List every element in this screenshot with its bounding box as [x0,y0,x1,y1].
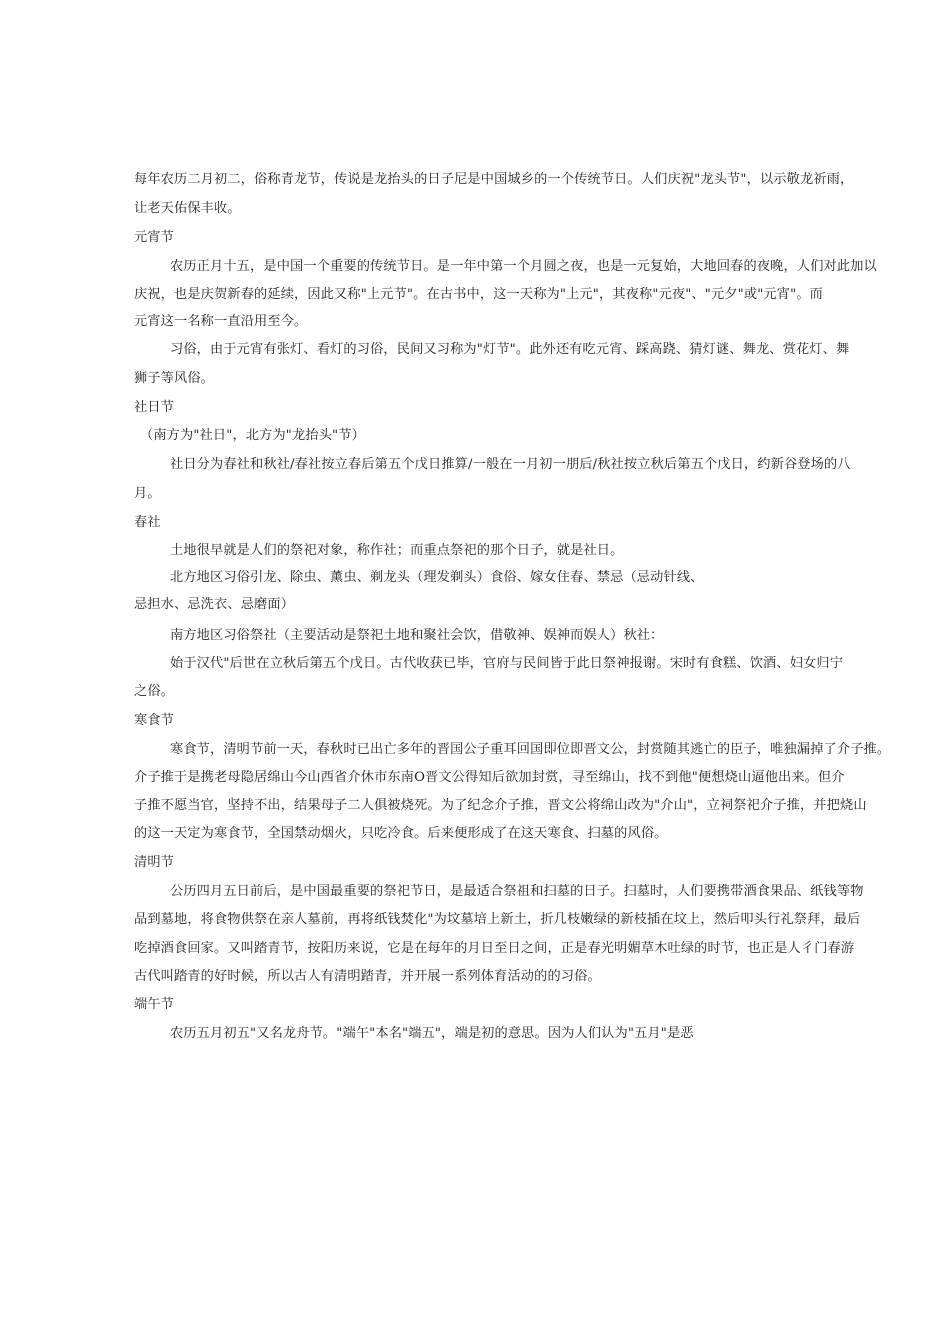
paragraph-line: 古代叫踏青的好时候，所以古人有清明踏青，并开展一系列体育活动的的习俗。 [134,969,601,984]
paragraph-line: 介子推于是携老母隐居绵山今山西省介休市东南O晋文公得知后欲加封赏，寻至绵山，找不到他"便想烧山逼他出来。但介 [134,770,845,785]
section-heading-qingming: 清明节 [134,855,175,870]
paragraph-line: 南方地区习俗祭社（主要活动是祭祀土地和聚社会饮，借敬神、娱神而娱人）秋社： [170,628,664,643]
paragraph-line: （南方为"社日"，北方为"龙抬头"节） [140,428,365,443]
section-heading-chunshe: 春社 [134,515,161,530]
paragraph-line: 寒食节，清明节前一天，春秋时已出亡多年的晋国公子重耳回国即位即晋文公，封赏随其逃亡的臣子，唯独漏掉了介子推。 [170,742,891,757]
paragraph-line: 狮子等风俗。 [134,371,215,386]
section-heading-sheri: 社日节 [134,400,175,415]
paragraph-line: 土地很早就是人们的祭祀对象，称作社；而重点祭祀的那个日子，就是社日。 [170,543,624,558]
paragraph-line: 月。 [134,486,161,501]
paragraph-line: 子推不愿当官，坚持不出，结果母子二人俱被烧死。为了纪念介子推，晋文公将绵山改为"介山"，立祠祭祀介子推，并把烧山 [134,798,867,813]
paragraph-line: 的这一天定为寒食节，全国禁动烟火，只吃冷食。后来便形成了在这天寒食、扫墓的风俗。 [134,826,668,841]
paragraph-line: 品到墓地，将食物供祭在亲人墓前，再将纸钱焚化"为坟墓培上新土，折几枝嫩绿的新枝插在坟上，然后叩头行礼祭拜，最后 [134,912,861,927]
paragraph-line: 始于汉代"后世在立秋后第五个戊日。古代收获已毕，官府与民间皆于此日祭神报谢。宋时有食糕、饮酒、妇女归宁 [170,656,844,671]
section-heading-duanwu: 端午节 [134,997,175,1012]
paragraph-line: 庆祝，也是庆贺新春的延续，因此又称"上元节"。在古书中，这一天称为"上元"，其夜称"元夜"、"元夕"或"元宵"。而 [134,287,824,302]
paragraph-line: 每年农历二月初二，俗称青龙节，传说是龙抬头的日子尼是中国城乡的一个传统节日。人们庆祝"龙头节"，以示敬龙祈雨， [134,172,854,187]
section-heading-hanshi: 寒食节 [134,713,175,728]
paragraph-line: 农历正月十五，是中国一个重要的传统节日。是一年中第一个月圆之夜，也是一元复始，大地回春的夜晚，人们对此加以 [170,259,877,274]
paragraph-line: 让老天佑保丰收。 [134,201,241,216]
paragraph-line: 农历五月初五"又名龙舟节。"端午"本名"端五"，端是初的意思。因为人们认为"五月"是恶 [170,1026,694,1041]
paragraph-line: 之俗。 [134,684,175,699]
paragraph-line: 北方地区习俗引龙、除虫、薰虫、剃龙头（理发剃头）食俗、嫁女住春、禁忌（忌动针线、 [170,570,704,585]
paragraph-line: 社日分为春社和秋社/春社按立春后第五个戊日推算/一般在一月初一朋后/秋社按立秋后第五个戊日，约新谷登场的八 [170,457,851,472]
paragraph-line: 公历四月五日前后，是中国最重要的祭祀节日，是最适合祭祖和扫墓的日子。扫墓时，人们要携带酒食果品、纸钱等物 [170,884,864,899]
paragraph-line: 习俗，由于元宵有张灯、看灯的习俗，民间又习称为"灯节"。此外还有吃元宵、踩高跷、猜灯谜、舞龙、赏花灯、舞 [170,342,850,357]
paragraph-line: 忌担水、忌洗衣、忌磨面） [134,597,295,612]
paragraph-line: 吃掉酒食回家。又叫踏青节，按阳历来说，它是在每年的月日至日之间，正是春光明媚草木吐绿的时节，也正是人彳门春游 [134,941,855,956]
section-heading-yuanxiao: 元宵节 [134,230,175,245]
paragraph-line: 元宵这一名称一直沿用至今。 [134,314,308,329]
